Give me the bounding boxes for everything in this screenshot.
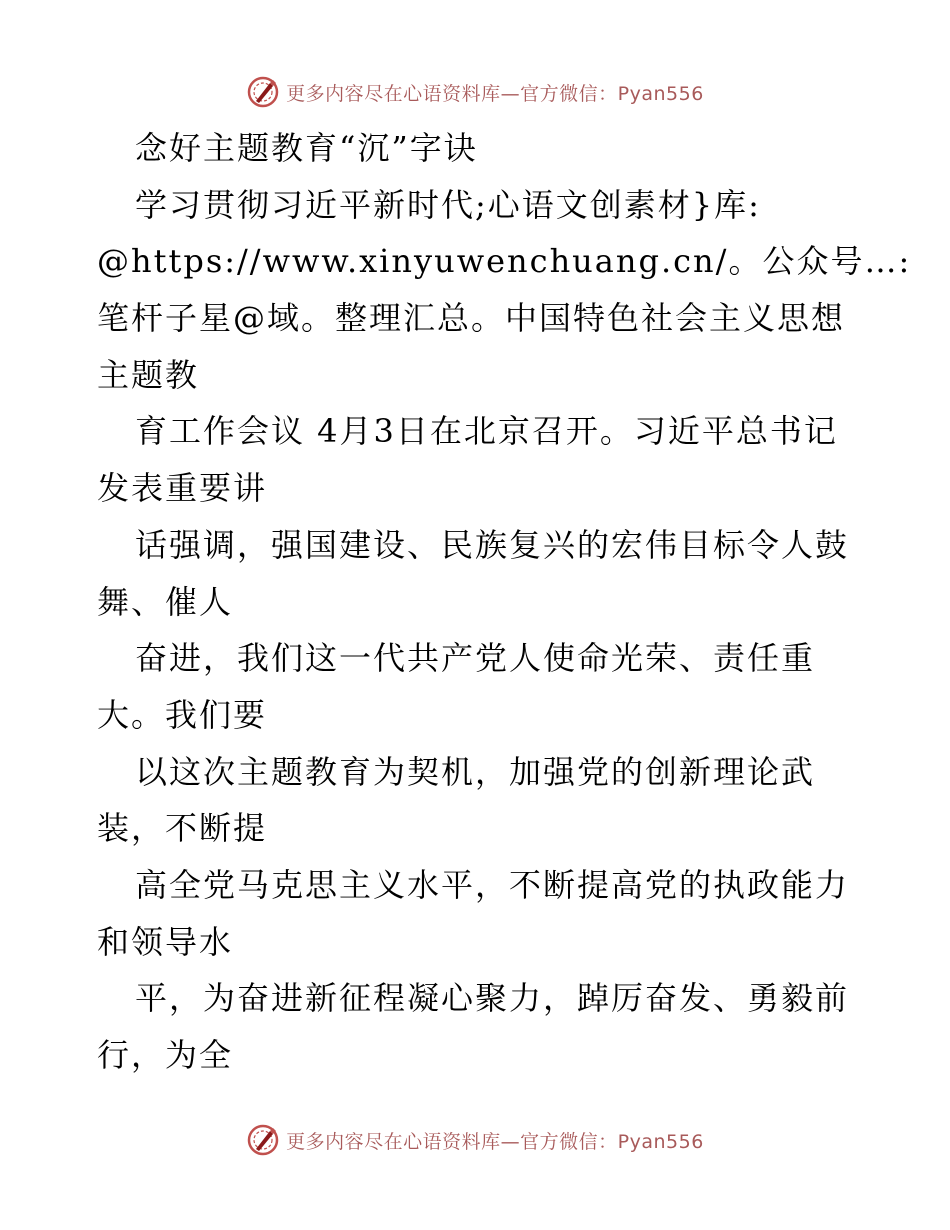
body-line: 笔杆子星@域。整理汇总。中国特色社会主义思想 [97,299,846,338]
pen-nib-seal-logo [246,75,280,109]
document-title: 念好主题教育“沉”字诀 [135,129,478,167]
body-line: 主题教 [97,355,200,394]
header-banner-text: 更多内容尽在心语资料库—官方微信：Pyan556 [286,82,704,105]
body-line: 平，为奋进新征程凝心聚力，踔厉奋发、勇毅前 [135,979,850,1018]
body-line: 大。我们要 [97,695,268,734]
body-line: 以这次主题教育为契机，加强党的创新理论武 [135,752,816,791]
footer-banner-text: 更多内容尽在心语资料库—官方微信：Pyan556 [286,1130,704,1153]
body-line: 学习贯彻习近平新时代;心语文创素材}库: [135,185,761,224]
body-line: 和领导水 [97,922,234,961]
footer-banner [0,1120,950,1160]
header-banner [0,72,950,112]
body-line: 育工作会议 4月3日在北京召开。习近平总书记 [135,412,838,451]
document-body [97,120,912,1084]
body-line: 装，不断提 [97,809,268,848]
body-line: @https://www.xinyuwenchuang.cn/。公众号…: [97,242,912,281]
body-line: 高全党马克思主义水平，不断提高党的执政能力 [135,865,850,904]
body-line: 奋进，我们这一代共产党人使命光荣、责任重 [135,639,816,678]
body-line: 行，为全 [97,1036,234,1074]
body-line: 发表重要讲 [97,469,268,508]
pen-nib-seal-logo [246,1123,280,1157]
body-line: 舞、催人 [97,582,234,621]
body-line: 话强调，强国建设、民族复兴的宏伟目标令人鼓 [135,525,850,564]
